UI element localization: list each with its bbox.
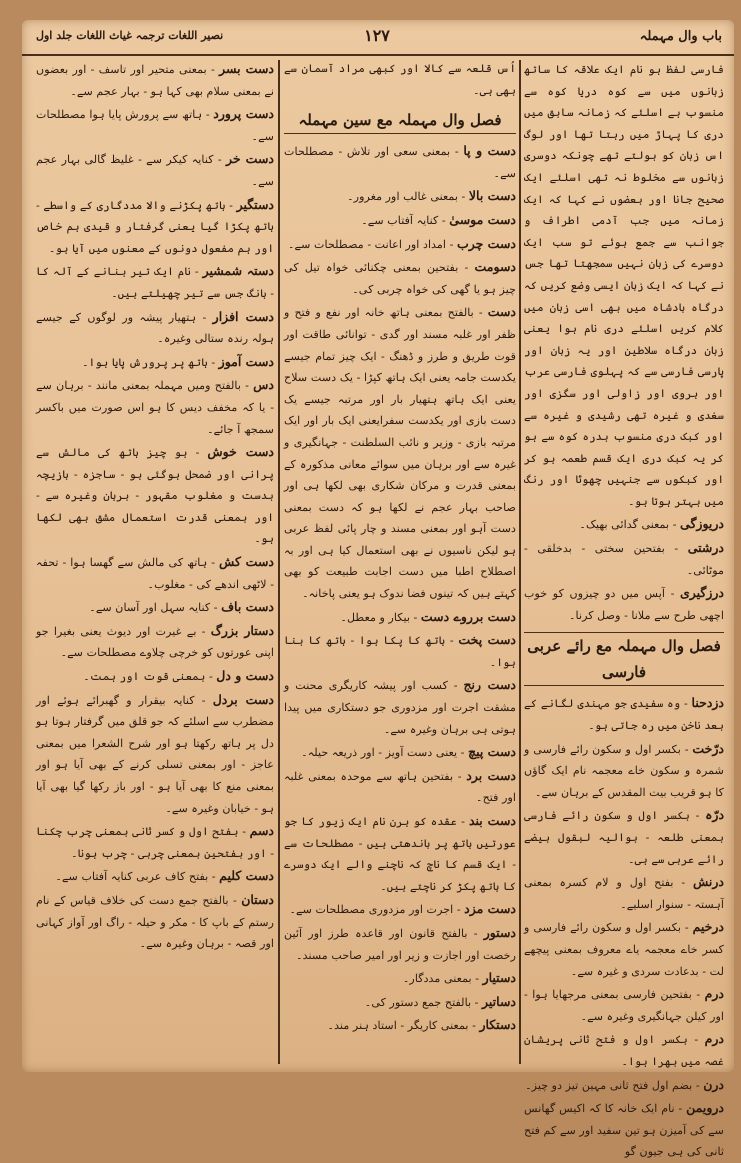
dictionary-entry (36, 194, 274, 260)
dictionary-entry (36, 58, 274, 102)
entry-headword: دست پرورد (213, 106, 275, 122)
dictionary-entry (36, 820, 274, 864)
entry-headword: دست چرب (456, 235, 516, 251)
entry-definition: - ہاتھ پر پرورش پایا ہوا۔ (82, 355, 216, 369)
entry-headword: درّخت (692, 740, 724, 756)
entry-headword: درزگیری (679, 585, 724, 601)
page-header (22, 20, 734, 56)
dictionary-entry (284, 301, 516, 604)
entry-headword: دست افزار (212, 308, 274, 324)
dictionary-entry (36, 351, 274, 374)
entry-definition: - آپس میں دو چیزوں کو خوب اچھی طرح سے ملانا - وصل کرنا۔ (524, 587, 724, 622)
entry-definition: - کنایہ آفتاب سے۔ (361, 213, 446, 227)
dictionary-entry (284, 674, 516, 740)
dictionary-entry (524, 871, 724, 915)
entry-definition: - ہتھیار پیشہ ور لوگوں کے جیسے ہولہ رندہ ستالی وغیرہ۔ (36, 310, 274, 346)
dictionary-entry (524, 983, 724, 1027)
entry-definition: - بمعنی غالب اور مغرور۔ (347, 190, 466, 204)
header-book-title: نصیر اللغات ترجمہ غیاث اللغات جلد اول (36, 29, 224, 42)
column-right (524, 58, 725, 1159)
section-title: فصل وال مہملہ مع سین مہملہ (284, 107, 516, 134)
dictionary-entry (36, 374, 274, 440)
entry-definition: - بکسر اول و سکون رائے فارسی و کسر خاے معجمہ یاے معروف بمعنی پیچھے لت - بدعادت سردی و غیرہ سے۔ (524, 921, 724, 978)
dictionary-entry (524, 513, 724, 536)
dictionary-entry (36, 148, 274, 192)
entry-headword: دستور (483, 924, 516, 940)
entry-definition: - بالفتح قانون اور قاعدہ طرز اور آئین رخصت اور اجازت و زیر اور امیر صاحب مسند۔ (284, 926, 516, 962)
entry-definition: - ہاتھ کی مالش سے گھسا ہوا - تحفہ - لاٹھی اندھے کی - مغلوب۔ (36, 556, 274, 591)
column-middle (284, 58, 516, 1068)
dictionary-entry (524, 1028, 724, 1072)
entry-headword: دست بند (468, 813, 516, 828)
dictionary-entry (284, 898, 516, 921)
entry-definition: - عقدہ کو ہرن نام ایک زیور کا جو عورتیں ہاتھ پر باندھتی ہیں - مصطلحات سے - ایک قسم کا ناچ کہ ناچنے والے ایک دوسرے کا ہاتھ پکڑ کر ناچتے ہیں۔ (284, 815, 516, 893)
dictionary-entry (36, 865, 274, 888)
dictionary-entry (284, 810, 516, 897)
entry-definition: - ہاتھ پکڑنے والا مددگاری کے واسطے - ہاتھ پکڑا گیا یعنی گرفتار و قیدی ہم خاص اور ہم مفعول دونوں کے معنوں میں آیا ہو۔ (36, 198, 274, 255)
column-divider (278, 60, 280, 1064)
entry-definition: - نام ایک خانہ کا کہ اکیس گھانس سے کی آمیزن ہو تین سفید اور سے کم فتح ثانی کی ہی جیون گو (524, 1102, 724, 1159)
entry-headword: درنش (692, 874, 724, 890)
dictionary-entry (36, 260, 274, 304)
column-divider (519, 60, 521, 1064)
entry-headword: درویمن (686, 1100, 724, 1116)
dictionary-entry (524, 537, 724, 581)
entry-headword: دست پخت (458, 632, 517, 648)
dictionary-entry (284, 209, 516, 232)
document-page (22, 20, 734, 1159)
dictionary-entry (284, 256, 516, 300)
entry-definition: - بفتح کاف عربی کنایہ آفتاب سے۔ (55, 870, 216, 884)
entry-definition: - بفتحین بمعنی چکنائی خواہ تیل کی چیز ہو یا گھی کی خواہ چربی کی۔ (284, 261, 516, 296)
entry-definition: - یعنی دست آویز - اور ذریعہ حیلہ۔ (301, 746, 465, 760)
entry-definition: - بفتح اول و کسر ثانی بمعنی چرب چکنا - اور بفتحین بمعنی چربی - چرب ہونا۔ (36, 825, 274, 860)
entry-headword: دسومت (474, 259, 516, 275)
dictionary-entry (524, 58, 724, 512)
entry-definition: - اجرت اور مزدوری مصطلحات سے۔ (289, 903, 461, 917)
dictionary-entry (284, 185, 516, 208)
entry-definition: - بے غیرت اور دیوث یعنی بغیرا جو اپنی عورتوں کو خرچی چلاوے مصطلحات سے۔ (36, 624, 274, 660)
entry-headword: دست خوش (207, 444, 275, 460)
entry-headword: دست موسیٰ (449, 211, 516, 227)
entry-headword: دست باف (221, 599, 274, 615)
entry-headword: درّہ (705, 807, 725, 823)
section-title: فصل وال مہملہ مع رائے عربی فارسی (524, 632, 724, 686)
entry-headword: دستہ شمشیر (202, 263, 274, 279)
entry-definition: فارسی لفظ ہو نام ایک علاقہ کا ساتھ زبانوں میں سے کوہ دریا کوہ سے منسوب ہے اسلئے کہ زمانہ سابق میں دری کا پہاڑ میں رہتا تھا اور لوگ اس زبان کو بولتے تھے چونکہ دوسری زبانوں سے مخلوط نہ تھی اسلئے ایک صحیح جانا اور بعضوں نے کہا کہ ایک زمانہ میں جب آدمی اطراف و جوانب سے جمع ہوئے تو سب ایک دوسرے کی زبان نہیں سمجھتا تھا جس نے کہا کہ ایک زبان ایسی وضع کریں کہ درگاہ بادشاہ میں بھی اسی زبان میں کلام کریں اسلئے دری نام ہوا یعنی زبان درگاہ سلاطین اور یہ زبان اور پارسی فارسی سے کہ پہلوی فارسی عرب اور ہروی اور زاولی اور سگزی اور سغدی و غیرہ تھی رشیدی و غیرہ سے اور کبک دری منسوب بدرہ کوہ سے ہو کر یہ کبک دری ایک قسم طعمہ ہو کر اور کبکوں سے جنہیں چھوٹا اور رنگ میں بہتر ہوتا ہو۔ (524, 63, 724, 508)
entry-definition: - وہ سفیدی جو مہندی لگانے کے بعد ناخن میں رہ جاتی ہو۔ (524, 697, 724, 733)
dictionary-entry (284, 967, 516, 990)
entry-definition: - بفتح اول و لام کسرہ بمعنی آہستہ - سنوار اسلیے۔ (524, 876, 724, 911)
dictionary-entry (284, 606, 516, 629)
entry-definition: - ہاتھ کا پکا ہوا - ہاتھ کا بنا ہوا۔ (284, 634, 516, 669)
dictionary-entry (524, 1074, 724, 1097)
entry-headword: دزدحنا (691, 695, 724, 711)
entry-headword: دست بالا (468, 188, 516, 204)
entry-headword: دست پیچ (468, 744, 516, 760)
entry-headword: دست برروے دست (420, 608, 516, 624)
dictionary-entry (284, 922, 516, 966)
entry-definition: - بکسر اول و سکون رائے فارسی بمعنی طلعہ - بوالیہ لبقول بیضے رائے عربی سے ہی۔ (524, 809, 724, 866)
entry-definition: - بالفتح جمع دست کی خلاف قیاس کے نام رستم کے باپ کا - مکر و حیلہ - راگ اور آواز کہانی اور قصہ - برہان وغیرہ سے۔ (36, 893, 274, 951)
entry-definition: - کنایہ کیکر سے - غلیظ گالی بہار عجم سے۔ (36, 153, 274, 188)
entry-definition: - بمعنی متحیر اور تاسف - اور بعضوں نے بمعنی سلام بھی کہا ہو - بہار عجم سے۔ (36, 63, 274, 98)
dictionary-entry (36, 306, 274, 350)
entry-definition: - بفتحین سختی - بدخلقی - موٹائی۔ (524, 542, 724, 577)
entry-headword: دستار بزرگ (210, 622, 275, 638)
entry-definition: - نام ایک تیر بنانے کے آلہ کا - بانگ جس سے تیر چھیلتے ہیں۔ (36, 265, 274, 300)
entry-headword: دستکار (479, 1017, 516, 1033)
entry-headword: دست آموز (218, 353, 274, 369)
dictionary-entry (36, 620, 274, 664)
dictionary-entry (36, 689, 274, 820)
entry-headword: دست رنج (463, 677, 516, 693)
column-left (36, 58, 274, 1068)
entry-headword: درم (704, 986, 724, 1002)
entry-headword: دست مزد (464, 901, 516, 917)
entry-definition: - بالفتح جمع دستور کی۔ (364, 995, 479, 1009)
entry-definition: - کنایہ بیقرار و گھبرائے ہوئے اور مضطرب سے اسلئے کہ جو قلق میں گرفتار ہوتا ہو دل پر ہاتھ رکھتا ہو اور شرح الشعرا میں بمعنی عاجز - اور بمعنی تسلی کرنے کے بھی آیا ہو اور بمعنی منع کا بھی آیا ہو - اور باز رکھا گیا بھی آیا ہو - خیابان وغیرہ سے۔ (36, 693, 274, 815)
entry-definition: - بالفتح ومیں مہملہ بمعنی مانند - برہان سے - یا کہ مخفف دیس کا ہو اس صورت میں باکسر سمجھ آ جائے۔ (36, 379, 274, 436)
dictionary-entry (524, 582, 724, 626)
entry-definition: - بمعنی گدائی بھیک۔ (579, 518, 677, 532)
dictionary-entry (284, 1014, 516, 1037)
page-number: ۱۲۷ (364, 26, 390, 45)
entry-headword: دست و دل (216, 668, 274, 684)
entry-definition: - بفتحین ہاتھ سے موحدہ بمعنی غلبہ اور فتح۔ (284, 769, 516, 805)
entry-headword: درشتی (687, 540, 724, 556)
entry-headword: دست بردل (212, 691, 274, 707)
dictionary-entry (36, 889, 274, 955)
entry-definition: - بکسر اول و فتح ثانی پریشان غصہ میں بھرا ہوا۔ (524, 1033, 724, 1068)
dictionary-entry (284, 233, 516, 256)
entry-headword: دستان (241, 891, 274, 907)
entry-definition: - بمعنی سعی اور تلاش - مصطلحات سے۔ (284, 145, 516, 180)
entry-headword: درن (703, 1076, 724, 1092)
entry-definition: - کنایہ سہل اور آسان سے۔ (89, 601, 218, 615)
dictionary-entry (284, 741, 516, 764)
entry-definition: - بمعنی مددگار۔ (402, 972, 479, 986)
header-chapter: باب وال مہملہ (639, 29, 722, 44)
entry-headword: دساتیر (482, 993, 516, 1009)
dictionary-entry (36, 551, 274, 595)
dictionary-entry (524, 738, 724, 804)
intro-line: اُس قلعہ سے کالا اور کبھی مراد آسمان سے بھی ہی۔ (284, 62, 516, 97)
entry-headword: دریوزگی (680, 516, 724, 532)
entry-definition: - کسب اور پیشہ کاریگری محنت و مشقت اجرت اور مزدوری جو دستکاری میں پیدا ہوتی ہی برہان وغیرہ سے۔ (284, 679, 516, 736)
dictionary-entry (524, 804, 724, 870)
entry-headword: دس (253, 377, 274, 393)
entry-headword: دست و پا (463, 143, 516, 159)
entry-headword: دست کلیم (219, 868, 274, 884)
entry-headword: دستگیر (236, 196, 274, 212)
dictionary-entry (284, 765, 516, 809)
dictionary-entry (524, 1097, 724, 1163)
entry-headword: دست کش (219, 554, 274, 570)
entry-definition: - بمعنی قوت اور ہمت۔ (83, 670, 213, 684)
entry-definition: - بیکار و معطل۔ (340, 610, 418, 624)
entry-headword: درم (704, 1031, 724, 1047)
entry-definition: - بفتحین فارسی بمعنی مرجھایا ہوا - اور کیلن جہانگیری وغیرہ سے۔ (524, 988, 724, 1023)
entry-headword: دست برد (466, 767, 516, 783)
entry-headword: دست خر (225, 151, 274, 167)
dictionary-entry (36, 103, 274, 147)
entry-definition: - ہو چیز ہاتھ کی مالش سے پرانی اور ضمحل ہوگئی ہو - ساجزہ - بازیچہ بدست و مغلوب مقہور - برہان وغیرہ سے - اور بمعنی قدرت استعمال مشق بھی لکھا ہو۔ (36, 446, 274, 546)
dictionary-entry (524, 916, 724, 982)
entry-definition: - بکسر اول و سکون رائے فارسی و شمرہ و سکون خاے معجمہ نام ایک گاؤں کا ہو قریب بیت المقدس کے برہان سے۔ (524, 742, 724, 799)
entry-definition: - امداد اور اعانت - مصطلحات سے۔ (287, 237, 454, 251)
entry-headword: درخیم (692, 919, 724, 935)
entry-definition: - بالفتح بمعنی ہاتھ خانہ اور نفع و فتح و ظفر اور غلبہ مسند اور گدی - توانائی طاقت اور قوت طریق و طرز و ڈھنگ - ایک چیز تمام جیسے یکدست جامہ یعنی ایک ہاتھ کپڑا - یک دست سلاح یعنی ایک ہاتھ ہتھیار بار اور مرتبہ جیسے یک دست بازی اور یکدست سفرایعنی ایک بار اور ایک مرتبہ بازی - وزیر و نائب السلطنت - جہانگیری و غیرہ سے اور برہان میں سوائے معانی مذکورہ کے بمعنی قدرت و مرکان شکاری بھی لکھا ہی اور صاحب بہار عجم نے لکھا ہو کہ دست بمعنی دست آہو اور بمعنی مسند و چار پائی لفظ عربی ہو لیکن ناسیوں نے بھی استعمال کیا ہی اور بہ اصطلاح اطبا میں دست اجابت طبیعت کو بھی کہتے ہیں کہ تینوں فضا ندوک ہو یعنی پاخانہ۔ (284, 306, 516, 601)
dictionary-entry (284, 140, 516, 184)
dictionary-entry (284, 991, 516, 1014)
entry-headword: دستیار (482, 970, 516, 986)
dictionary-entry (284, 629, 516, 673)
entry-definition: - بضم اول فتح ثانی مہین تیز دو چیز۔ (525, 1078, 700, 1092)
dictionary-entry (36, 441, 274, 550)
entry-headword: دسم (249, 823, 274, 839)
dictionary-entry (36, 665, 274, 688)
entry-definition: - ہاتھ سے پرورش پایا ہوا مصطلحات سے۔ (36, 108, 274, 143)
entry-definition: - بمعنی کاریگر - استاد ہنر مند۔ (327, 1019, 476, 1033)
dictionary-entry (524, 692, 724, 736)
dictionary-entry (36, 596, 274, 619)
entry-headword: دست (487, 304, 517, 320)
entry-headword: دست بسر (219, 61, 274, 76)
